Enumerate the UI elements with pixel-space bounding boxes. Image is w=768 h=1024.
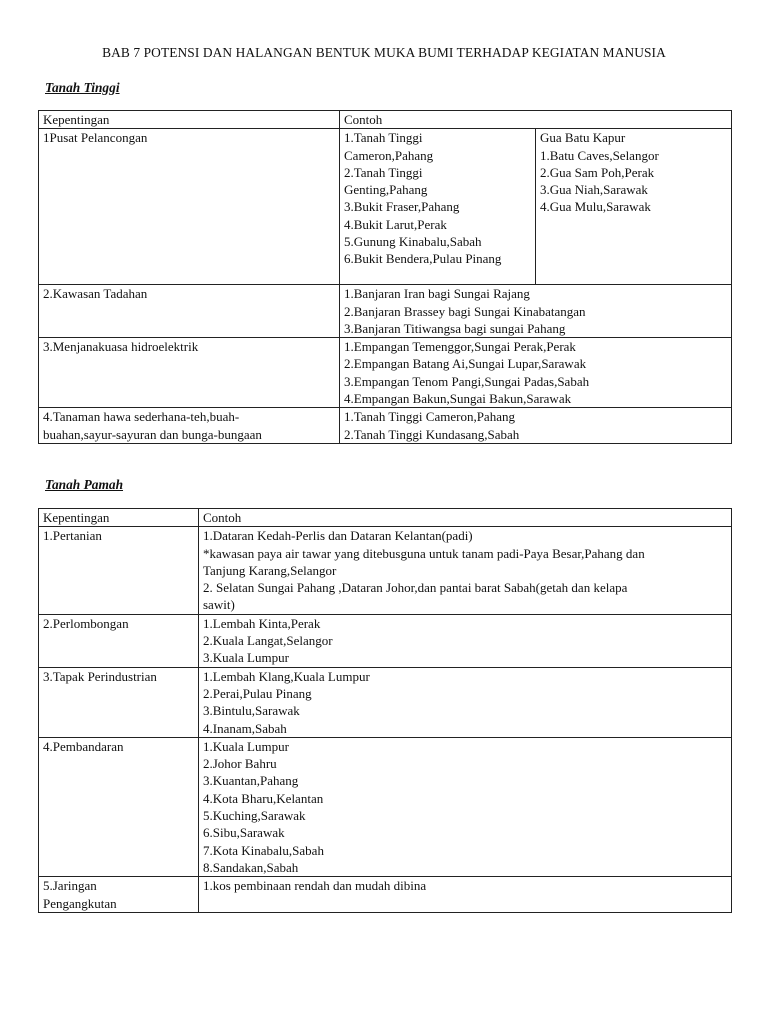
contoh-cell — [340, 285, 732, 338]
cell-line: 2.Tanah Tinggi Kundasang,Sabah — [344, 426, 520, 442]
page-title: BAB 7 POTENSI DAN HALANGAN BENTUK MUKA BUMI TERHADAP KEGIATAN MANUSIA — [102, 45, 666, 60]
table-row — [39, 737, 732, 876]
cell-line: 1.Lembah Kinta,Perak — [203, 615, 321, 631]
cell-line: 3.Gua Niah,Sarawak — [540, 182, 648, 198]
cell-line: Tanjung Karang,Selangor — [203, 562, 337, 578]
cell-line: 2.Kawasan Tadahan — [43, 286, 148, 302]
contoh-cell — [199, 667, 732, 737]
header-kepentingan: Kepentingan — [39, 111, 340, 129]
cell-line: 2.Kuala Langat,Selangor — [203, 633, 333, 649]
cell-line: 5.Gunung Kinabalu,Sabah — [344, 234, 482, 250]
cell-line: 1Pusat Pelancongan — [43, 130, 148, 146]
cell-line: Gua Batu Kapur — [540, 130, 626, 146]
cell-line: 1.Empangan Temenggor,Sungai Perak,Perak — [344, 339, 576, 355]
kepentingan-cell — [39, 527, 199, 614]
kepentingan-cell — [39, 614, 199, 667]
table-row — [39, 408, 732, 444]
tanah-pamah-table — [38, 508, 732, 913]
table-header-row — [39, 509, 732, 527]
header-contoh: Contoh — [199, 509, 732, 527]
header-kepentingan: Kepentingan — [39, 509, 199, 527]
table-row — [39, 527, 732, 614]
cell-line: 2. Selatan Sungai Pahang ,Dataran Johor,dan pantai barat Sabah(getah dan kelapa — [203, 580, 628, 596]
section-heading-tanah-pamah: Tanah Pamah — [45, 477, 124, 492]
header-contoh: Contoh — [340, 111, 732, 129]
section-heading-tanah-tinggi: Tanah Tinggi — [45, 80, 120, 95]
cell-line: 4.Kota Bharu,Kelantan — [203, 790, 324, 806]
kepentingan-cell — [39, 408, 340, 444]
table-row — [39, 129, 732, 285]
cell-line: 7.Kota Kinabalu,Sabah — [203, 842, 324, 858]
cell-line: 1.Lembah Klang,Kuala Lumpur — [203, 668, 370, 684]
cell-line: 1.Dataran Kedah-Perlis dan Dataran Kelantan(padi) — [203, 528, 473, 544]
cell-line: 4.Inanam,Sabah — [203, 720, 287, 736]
table-row — [39, 877, 732, 913]
cell-line: 4.Pembandaran — [43, 738, 124, 754]
cell-line: *kawasan paya air tawar yang ditebusguna untuk tanam padi-Paya Besar,Pahang dan — [203, 545, 645, 561]
contoh-cell — [340, 129, 536, 285]
cell-line: 4.Empangan Bakun,Sungai Bakun,Sarawak — [344, 391, 572, 407]
cell-line: 2.Perlombongan — [43, 615, 129, 631]
cell-line: Genting,Pahang — [344, 182, 428, 198]
table-row — [39, 338, 732, 408]
cell-line: 1.Tanah Tinggi Cameron,Pahang — [344, 409, 515, 425]
kepentingan-cell — [39, 877, 199, 913]
cell-line: 3.Kuantan,Pahang — [203, 773, 299, 789]
contoh-cell — [199, 614, 732, 667]
table-header-row — [39, 111, 732, 129]
cell-line: 6.Sibu,Sarawak — [203, 825, 285, 841]
cell-line: 1.Kuala Lumpur — [203, 738, 289, 754]
contoh-cell — [199, 877, 732, 913]
cell-line: 4.Gua Mulu,Sarawak — [540, 199, 651, 215]
cell-line: 1.Banjaran Iran bagi Sungai Rajang — [344, 286, 530, 302]
contoh-extra-cell — [536, 129, 732, 285]
cell-line: 3.Bukit Fraser,Pahang — [344, 199, 460, 215]
kepentingan-cell — [39, 285, 340, 338]
cell-line: 4.Bukit Larut,Perak — [344, 216, 447, 232]
contoh-cell — [340, 338, 732, 408]
cell-line: 2.Gua Sam Poh,Perak — [540, 164, 655, 180]
cell-line: 1.Pertanian — [43, 528, 102, 544]
table-row — [39, 667, 732, 737]
contoh-cell — [199, 527, 732, 614]
cell-line: 3.Tapak Perindustrian — [43, 668, 157, 684]
cell-line: 2.Empangan Batang Ai,Sungai Lupar,Sarawak — [344, 356, 587, 372]
table-row — [39, 285, 732, 338]
kepentingan-cell — [39, 338, 340, 408]
cell-line: 8.Sandakan,Sabah — [203, 859, 299, 875]
kepentingan-cell — [39, 667, 199, 737]
cell-line: 2.Johor Bahru — [203, 756, 277, 772]
cell-line: sawit) — [203, 597, 235, 613]
cell-line: 1.Tanah Tinggi — [344, 130, 423, 146]
cell-line: 6.Bukit Bendera,Pulau Pinang — [344, 251, 502, 267]
cell-line: 1.kos pembinaan rendah dan mudah dibina — [203, 878, 427, 894]
kepentingan-cell — [39, 737, 199, 876]
cell-line: 2.Banjaran Brassey bagi Sungai Kinabatangan — [344, 303, 586, 319]
cell-line: 3.Bintulu,Sarawak — [203, 703, 300, 719]
cell-line: 4.Tanaman hawa sederhana-teh,buah- — [43, 409, 240, 425]
cell-line: 5.Kuching,Sarawak — [203, 808, 306, 824]
kepentingan-cell — [39, 129, 340, 285]
table-row — [39, 614, 732, 667]
contoh-cell — [199, 737, 732, 876]
cell-line: 3.Kuala Lumpur — [203, 650, 289, 666]
cell-line: 2.Perai,Pulau Pinang — [203, 685, 312, 701]
cell-line: Cameron,Pahang — [344, 147, 434, 163]
cell-line: buahan,sayur-sayuran dan bunga-bungaan — [43, 426, 262, 442]
cell-line: 1.Batu Caves,Selangor — [540, 147, 659, 163]
cell-line: Pengangkutan — [43, 895, 117, 911]
cell-line: 5.Jaringan — [43, 878, 97, 894]
cell-line: 3.Banjaran Titiwangsa bagi sungai Pahang — [344, 320, 566, 336]
tanah-tinggi-table — [38, 110, 732, 444]
cell-line: 3.Empangan Tenom Pangi,Sungai Padas,Sabah — [344, 373, 590, 389]
contoh-cell — [340, 408, 732, 444]
cell-line: 2.Tanah Tinggi — [344, 164, 423, 180]
cell-line: 3.Menjanakuasa hidroelektrik — [43, 339, 199, 355]
